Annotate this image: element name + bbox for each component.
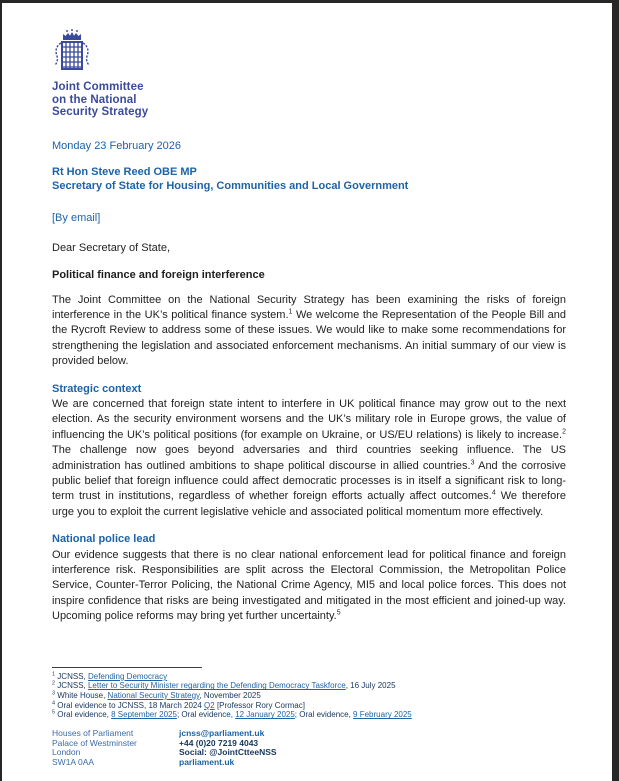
footnote-number: 2 (52, 680, 56, 687)
text-segment: , November 2025 (199, 691, 261, 701)
text-segment: JCNSS, (57, 671, 88, 681)
text-segment: We are concerned that foreign state intent to interfere in UK political finance may grow out to the next election. As the security environment worsens and the UK’s military role in Europe grows, the value of influencing the UK’s political positions (for example on Ukraine, or US/EU relations) is likely to increase. (52, 397, 566, 441)
footnote (52, 710, 566, 720)
footnote-reference: 1 (288, 308, 293, 316)
inline-link[interactable]: National Security Strategy (107, 691, 200, 701)
portcullis-icon (52, 29, 92, 75)
footnote-number: 1 (52, 671, 56, 678)
text-segment: Oral evidence, (57, 710, 112, 720)
footnote-reference: 2 (562, 428, 566, 436)
contact-website-link[interactable]: parliament.uk (179, 757, 235, 768)
committee-name-line: on the National (52, 93, 137, 106)
text-segment: The challenge now goes beyond adversaries and third countries seeking influence. The US administration has outlined ambitions to shape political discourse in allied countries. (52, 444, 566, 472)
contact-phone: +44 (0)20 7219 4043 (179, 737, 259, 748)
text-segment: White House, (57, 691, 108, 701)
footnote-text (57, 691, 261, 700)
section-strategic-context (52, 382, 566, 521)
committee-name-line: Joint Committee (52, 81, 144, 93)
text-segment: The Joint Committee on the National Security Strategy has been examining the risks of foreign interference in the UK’s political finance system. (52, 293, 566, 321)
address-line: SW1A 0AA (52, 757, 95, 768)
inline-link[interactable]: Letter to Security Minister regarding the Defending Democracy Taskforce (87, 681, 346, 691)
text-segment: Our evidence suggests that there is no clear national enforcement lead for political finance and foreign interference risk. Responsibilities are split across the Electoral Commission, the Metropolitan Police Service, Counter-Terror Policing, the National Crime Agency, MI5 and local police forces. This does not inspire confidence that risks are being investigated and mitigated in the most efficient and joined-up way. Upcoming police reforms may bring yet further uncertainty. (52, 548, 566, 623)
text-segment: JCNSS, (57, 681, 88, 691)
inline-link[interactable]: Defending Democracy (87, 671, 168, 681)
addressee-title: Secretary of State for Housing, Communities and Local Government (52, 179, 409, 192)
addressee-block (52, 165, 566, 193)
footnote-reference: 4 (491, 489, 496, 497)
inline-link[interactable]: Q2 (204, 700, 215, 710)
committee-name (52, 81, 566, 119)
section-heading: National police lead (52, 533, 156, 546)
text-segment: Oral evidence to JCNSS, 18 March 2024 (57, 700, 205, 710)
contact-social-handle: Social: @JointCtteeNSS (179, 747, 277, 758)
parliament-portcullis-logo (52, 29, 92, 75)
footnote-number: 4 (52, 699, 56, 706)
footnotes (52, 667, 566, 768)
inline-link[interactable]: 12 January 2025 (235, 710, 295, 720)
addressee-name: Rt Hon Steve Reed OBE MP (52, 165, 197, 178)
section-heading: Strategic context (52, 382, 142, 395)
footnote-number: 3 (52, 690, 56, 697)
intro-paragraph (52, 293, 566, 370)
footnote-reference: 3 (470, 458, 475, 466)
inline-link[interactable]: 9 February 2025 (353, 710, 412, 720)
address-line: Palace of Westminster (52, 737, 137, 748)
footnote-separator (52, 667, 202, 668)
footnote-text (57, 710, 411, 719)
footnote (52, 681, 566, 691)
footer-contact (179, 729, 277, 768)
text-segment: We welcome the Representation of the People Bill and the Rycroft Review to address some of these issues. We would like to make some recommendations for strengthening the legislation and associated enforcement mechanisms. An initial summary of our view is provided below. (52, 308, 566, 368)
footnote-text (57, 701, 305, 710)
text-segment: , 16 July 2025 (345, 681, 396, 691)
footnote-reference: 5 (336, 609, 341, 617)
inline-link[interactable]: 8 September 2025 (111, 710, 177, 720)
text-segment: And the corrosive public belief that foreign influence could affect democratic processes is in itself a significant risk to long-term trust in institutions, regardless of whether foreign efforts actually affect outcomes. (52, 459, 566, 503)
contact-email-link[interactable]: jcnss@parliament.uk (179, 727, 265, 738)
letter-date: Monday 23 February 2026 (52, 139, 182, 152)
footnote-text (57, 672, 167, 681)
text-segment: ; Oral evidence, (294, 710, 354, 720)
text-segment: [Professor Rory Cormac] (214, 700, 305, 710)
footnote (52, 701, 566, 711)
section-body (52, 548, 566, 625)
footnote-text (57, 681, 395, 690)
letter-page (2, 3, 612, 781)
address-line: Houses of Parliament (52, 727, 134, 738)
subject-line: Political finance and foreign interference (52, 268, 265, 281)
committee-name-line: Security Strategy (52, 106, 149, 118)
salutation: Dear Secretary of State, (52, 241, 170, 254)
text-segment: We therefore urge you to exploit the current legislative vehicle and associated political momentum more effectively. (52, 490, 566, 518)
address-line: London (52, 747, 81, 758)
section-national-police-lead (52, 532, 566, 624)
section-body (52, 397, 566, 520)
text-segment: ; Oral evidence, (176, 710, 236, 720)
footnote (52, 691, 566, 701)
letter-footer (52, 729, 566, 768)
delivery-method: [By email] (52, 211, 101, 224)
footnote-number: 5 (52, 709, 56, 716)
footer-address (52, 729, 179, 768)
footnote (52, 672, 566, 682)
